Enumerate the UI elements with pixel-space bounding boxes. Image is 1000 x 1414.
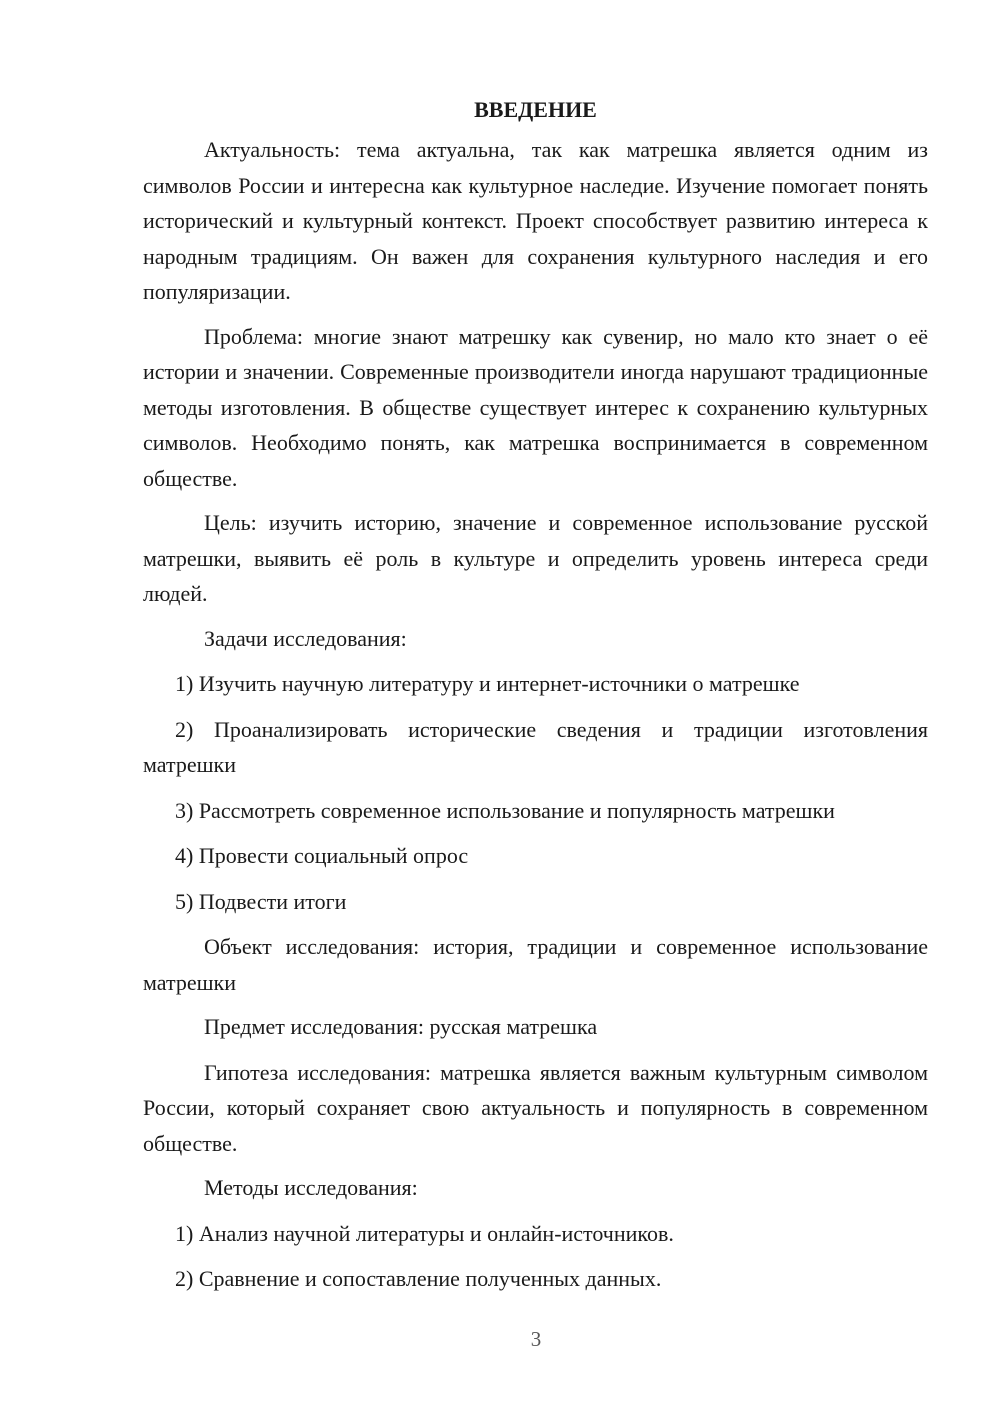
task-item: 5) Подвести итоги — [175, 888, 347, 914]
task-item: 3) Рассмотреть современное использование и популярность матрешки — [175, 797, 835, 823]
method-item: 1) Анализ научной литературы и онлайн-источников. — [175, 1220, 674, 1246]
page-number: 3 — [530, 1327, 542, 1351]
section-heading: ВВЕДЕНИЕ — [474, 97, 597, 122]
task-item: 4) Провести социальный опрос — [175, 843, 469, 868]
problem-paragraph: Проблема: многие знают матрешку как сувенир, но мало кто знает о её истории и значении. Современные производители иногда нарушают традиционные методы изготовления. В обществе существует интерес к сохранению культурных символов. Необходимо понять, как матрешка воспринимается в современном обществе. — [143, 323, 928, 491]
task-item: 1) Изучить научную литературу и интернет-источники о матрешке — [175, 671, 800, 696]
object-paragraph: Объект исследования: история, традиции и современное использование матрешки — [143, 934, 928, 995]
task-item: 2) Проанализировать исторические сведения и традиции изготовления матрешки — [143, 716, 928, 777]
goal-paragraph: Цель: изучить историю, значение и современное использование русской матрешки, выявить её роль в культуре и определить уровень интереса среди людей. — [143, 510, 928, 606]
subject-paragraph: Предмет исследования: русская матрешка — [204, 1014, 598, 1039]
methods-label: Методы исследования: — [204, 1175, 418, 1200]
tasks-label: Задачи исследования: — [204, 625, 407, 651]
method-item: 2) Сравнение и сопоставление полученных данных. — [175, 1266, 662, 1291]
document-page — [143, 92, 928, 1307]
hypothesis-paragraph: Гипотеза исследования: матрешка является важным культурным символом России, который сохраняет свою актуальность и популярность в современном обществе. — [143, 1059, 928, 1156]
relevance-paragraph: Актуальность: тема актуальна, так как матрешка является одним из символов России и интересна как культурное наследие. Изучение помогает понять исторический и культурный контекст. Проект способствует развитию интереса к народным традициям. Он важен для сохранения культурного наследия и его популяризации. — [143, 137, 928, 304]
